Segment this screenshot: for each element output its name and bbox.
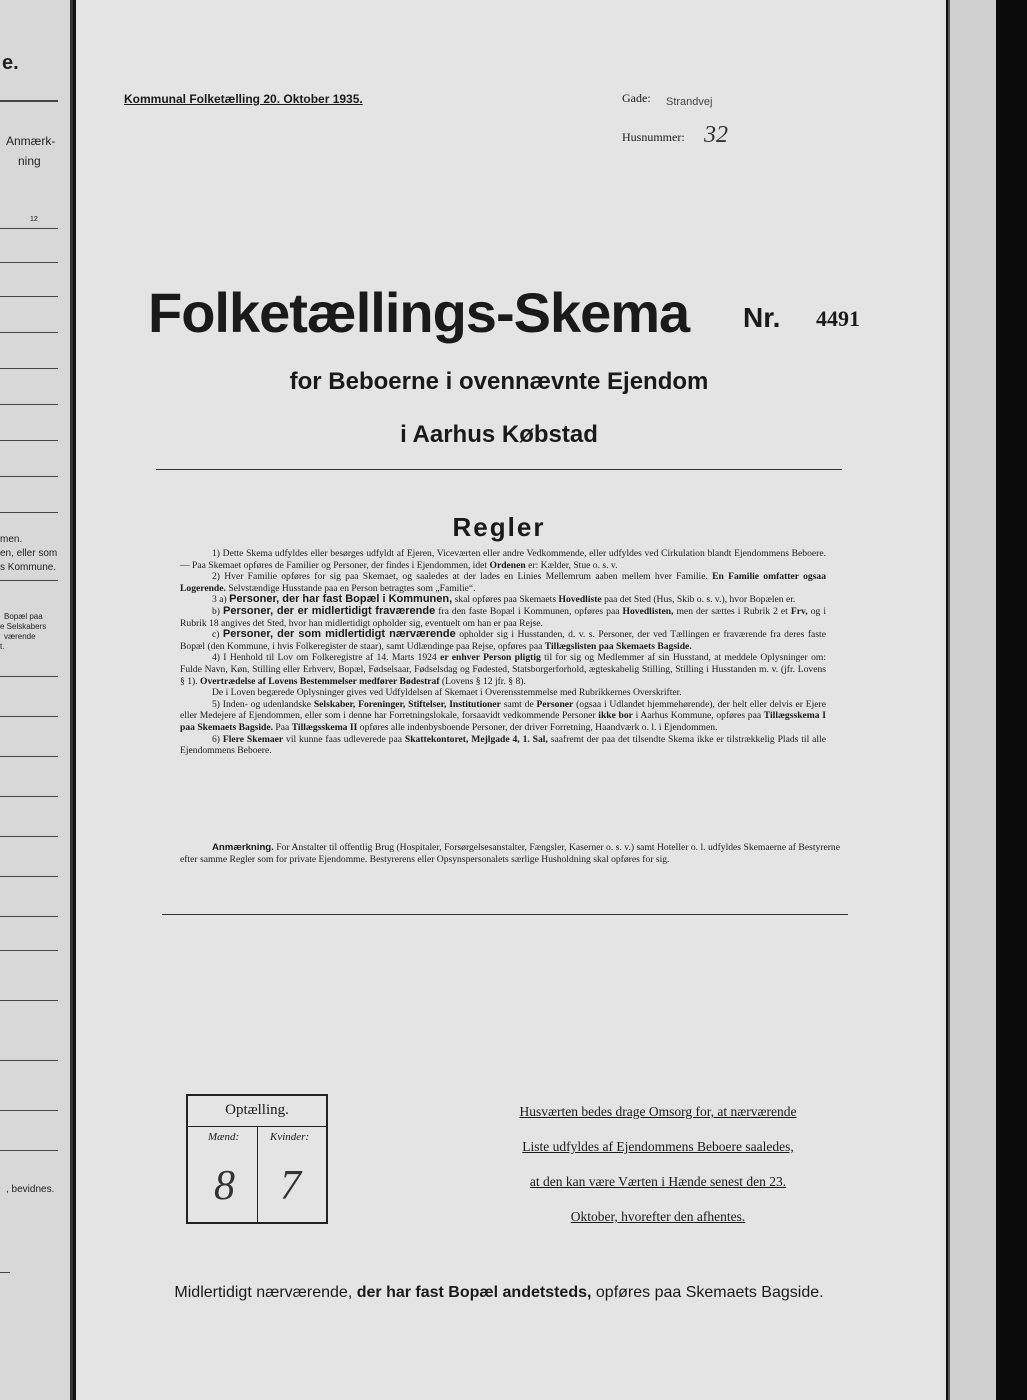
women-count: 7	[280, 1163, 301, 1209]
landlord-notice	[488, 1094, 828, 1234]
street-label: Gade:	[622, 91, 651, 105]
left-page-col-header-2: ning	[18, 154, 41, 168]
rule-2: 2) Hver Familie opføres for sig paa Skemaet, og saaledes at der lades en Linies Mellemrum aaben mellem hver Familie. En Familie omfatter ogsaa Logerende. Selvstændige Husstande paa en Person betragtes som „Familie“.	[180, 571, 826, 594]
rule-1: 1) Dette Skema udfyldes eller besørges udfyldt af Ejeren, Viceværten eller andre Vedkommende, eller udfyldes ved Cirkulation blandt Ejendommens Beboere. — Paa Skemaet opføres de Familier og Personer, der findes i Ejendommen, idet Ordenen er: Kælder, Stue o. s. v.	[180, 548, 826, 571]
footer-note: Midlertidigt nærværende, der har fast Bopæl andetsteds, opføres paa Skemaets Bagside.	[174, 1284, 824, 1301]
men-count: 8	[214, 1163, 235, 1209]
women-label: Kvinder:	[270, 1131, 310, 1143]
page-edge-right	[948, 0, 1000, 1400]
notice-line-2: Liste udfyldes af Ejendommens Beboere saaledes,	[522, 1139, 794, 1154]
notice-line-1: Husværten bedes drage Omsorg for, at nærværende	[519, 1104, 797, 1119]
house-number-value: 32	[704, 122, 728, 148]
left-page-header-letter: e.	[2, 52, 19, 74]
form-subtitle-2: i Aarhus Købstad	[400, 421, 598, 448]
left-page-fragment-6: værende	[4, 632, 36, 641]
form-subtitle-1: for Beboerne i ovennævnte Ejendom	[289, 368, 709, 395]
notice-line-4: Oktober, hvorefter den afhentes.	[570, 1209, 746, 1224]
left-page-fragment-4: Bopæl paa	[4, 612, 43, 621]
left-page-fragment-7: t.	[0, 642, 5, 651]
house-number-label: Husnummer:	[622, 130, 685, 144]
scanner-border-right	[996, 0, 1027, 1400]
count-box-title: Optælling.	[225, 1102, 289, 1118]
divider-bottom	[162, 914, 848, 915]
rules-body	[180, 548, 826, 757]
men-label: Mænd:	[208, 1131, 240, 1143]
street-value: Strandvej	[666, 96, 713, 108]
census-form-page	[76, 0, 946, 1400]
rule-4b: De i Loven begærede Oplysninger gives ved Udfyldelsen af Skemaet i Overensstemmelse med Rubrikkernes Overskrifter.	[212, 687, 682, 699]
left-page-col-header-1: Anmærk-	[6, 134, 56, 148]
form-number-label: Nr.	[743, 302, 781, 333]
notice-line-3: at den kan være Værten i Hænde senest den 23.	[529, 1174, 787, 1189]
rule-3a: 3 a) Personer, der har fast Bopæl i Kommunen, skal opføres paa Skemaets Hovedliste paa det Sted (Hus, Skib o. s. v.), hvor Bopælen er.	[212, 593, 796, 606]
left-page-fragment-3: s Kommune.	[0, 562, 57, 573]
divider-top	[156, 469, 842, 470]
form-number-value: 4491	[816, 306, 860, 331]
left-page-fragment-1: men.	[0, 534, 23, 545]
left-page-col-number: 12	[30, 216, 38, 223]
left-page-fragment-5: e Selskabers	[0, 622, 47, 631]
rule-5: 5) Inden- og udenlandske Selskaber, Foreninger, Stiftelser, Institutioner samt de Personer (ogsaa i Udlandet hjemmehørende), der helt eller delvis er Ejere eller Medejere af Ejendommen, eller som i denne har Forretningslokale, forsaavidt vedkommende Personer ikke bor i Aarhus Kommune, opføres paa Tillægsskema I paa Skemaets Bagside. Paa Tillægsskema II opføres alle indenbysboende Personer, der driver Forretning, Haandværk o. l. i Ejendommen.	[180, 698, 826, 733]
left-adjacent-page	[0, 0, 73, 1400]
count-box	[186, 1094, 328, 1224]
census-title: Kommunal Folketælling 20. Oktober 1935.	[124, 92, 363, 106]
rule-4: 4) I Henhold til Lov om Folkeregistre af 14. Marts 1924 er enhver Person pligtig til for sig og Medlemmer af sin Husstand, at meddele Oplysninger om: Fulde Navn, Køn, Stilling eller Erhverv, Bopæl, Fødselsaar, Fødselsdag og Fødested, Statsborgerforhold, ægteskabelig Stilling, Stilling i Husstanden m. v. (jfr. Lovens § 1). Overtrædelse af Lovens Bestemmelser medfører Bødestraf (Lovens § 12 jfr. § 8).	[180, 652, 826, 687]
remark-note	[180, 842, 840, 866]
left-page-fragment-8: , bevidnes.	[6, 1184, 55, 1195]
rule-6: 6) Flere Skemaer vil kunne faas udleverede paa Skattekontoret, Mejlgade 4, 1. Sal, saafremt der paa det tilsendte Skema ikke er tilstrækkelig Plads til alle Ejendommens Beboere.	[180, 733, 826, 757]
rules-heading: Regler	[452, 512, 546, 542]
rule-3c: c) Personer, der som midlertidigt nærværende opholder sig i Husstanden, d. v. s. Personer, der ved Tællingen er fraværende fra deres faste Bopæl (den Kommune, i hvis Folkeregister de staar), samt Udlændinge paa Rejse, opføres paa Tillægslisten paa Skemaets Bagside.	[180, 628, 826, 652]
left-page-fragment-2: en, eller som	[0, 548, 58, 559]
remark-label: Anmærkning.	[212, 842, 274, 853]
form-title: Folketællings-Skema	[148, 281, 690, 344]
rule-3b: b) Personer, der er midlertidigt fraværende fra den faste Bopæl i Kommunen, opføres paa Hovedlisten, men der sættes i Rubrik 2 et Frv, og i Rubrik 18 angives det Sted, hvor han midlertidigt opholder sig, eventuelt om han er paa Rejse.	[180, 604, 826, 629]
remark-text: For Anstalter til offentlig Brug (Hospitaler, Forsørgelsesanstalter, Fængsler, Kaserner o. s. v.) samt Hoteller o. l. udfyldes Skemaerne af Bestyrerne efter samme Regler som for private Ejendomme. Bestyrerens eller Opsynspersonalets særlige Husholdning skal opføres for sig.	[180, 842, 840, 865]
